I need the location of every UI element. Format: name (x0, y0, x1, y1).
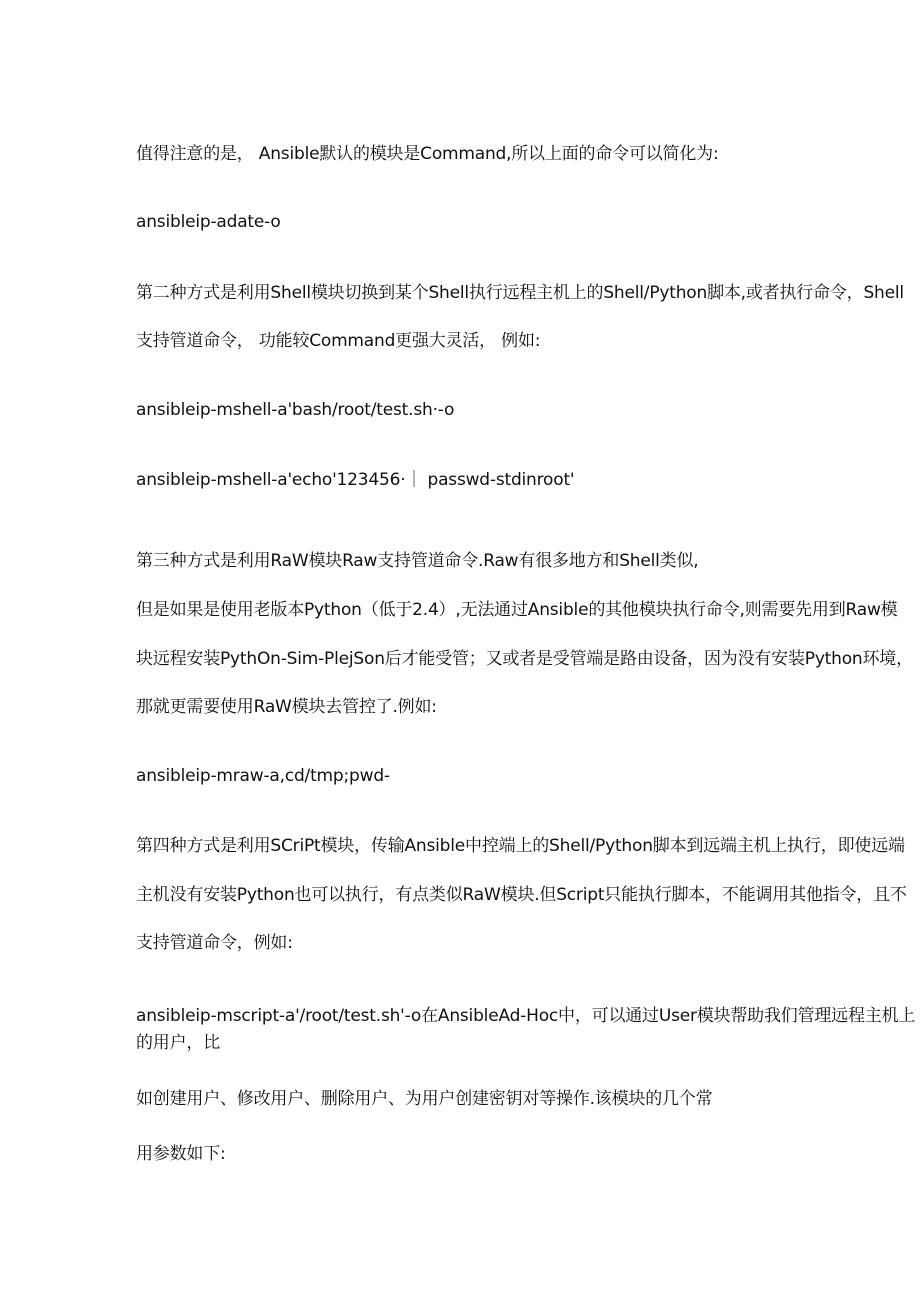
paragraph-line-9: 主机没有安装Python也可以执行，有点类似RaW模块.但Script只能执行脚本，不能调用其他指令，且不 (136, 885, 907, 905)
paragraph-line-2: 第二种方式是利用Shell模块切换到某个Shell执行远程主机上的Shell/Python脚本,或者执行命令，Shell (136, 283, 904, 303)
paragraph-line-13: 用参数如下: (136, 1144, 226, 1164)
code-line-3: ansibleip-mshell-a'echo'123456·｜ passwd-stdinroot' (136, 470, 575, 490)
paragraph-line-8: 第四种方式是利用SCriPt模块，传输Ansible中控端上的Shell/Python脚本到远端主机上执行，即使远端 (136, 836, 905, 856)
paragraph-line-3: 支持管道命令， 功能较Command更强大灵活， 例如: (136, 331, 541, 351)
code-line-1: ansibleip-adate-o (136, 212, 281, 232)
paragraph-line-5: 但是如果是使用老版本Python（低于2.4）,无法通过Ansible的其他模块执行命令,则需要先用到Raw模 (136, 600, 898, 620)
paragraph-line-1: 值得注意的是， Ansible默认的模块是Command,所以上面的命令可以简化为: (136, 144, 719, 164)
paragraph-line-4: 第三种方式是利用RaW模块Raw支持管道命令.Raw有很多地方和Shell类似, (136, 551, 699, 571)
paragraph-line-6: 块远程安装PythOn-Sim-PlejSon后才能受管；又或者是受管端是路由设备，因为没有安装Python环境， (136, 649, 913, 669)
code-line-4: ansibleip-mraw-a,cd/tmp;pwd- (136, 766, 390, 786)
code-line-2: ansibleip-mshell-a'bash/root/test.sh·-o (136, 400, 455, 420)
paragraph-line-7: 那就更需要使用RaW模块去管控了.例如: (136, 697, 437, 717)
paragraph-line-12: 如创建用户、修改用户、删除用户、为用户创建密钥对等操作.该模块的几个常 (136, 1089, 713, 1109)
paragraph-line-10: 支持管道命令，例如: (136, 933, 293, 953)
paragraph-line-11: ansibleip-mscript-a'/root/test.sh'-o在AnsibleAd-Hoc中，可以通过User模块帮助我们管理远程主机上的用户，比 (136, 1006, 916, 1053)
